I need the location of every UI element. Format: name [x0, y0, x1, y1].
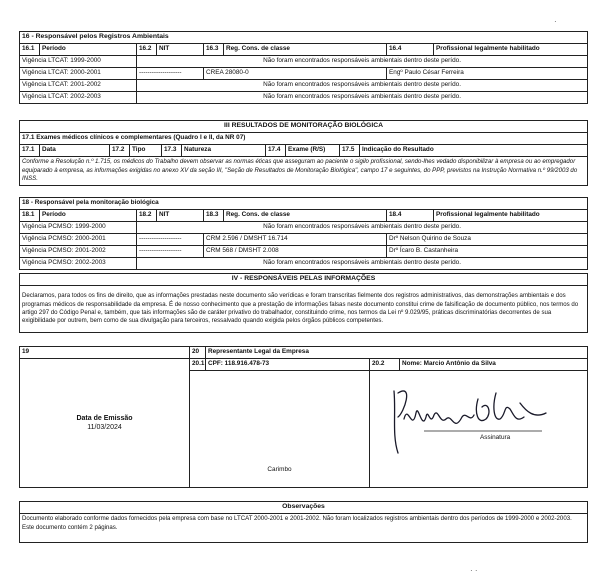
- confidentiality-note: Conforme a Resolução n.º 1.715, os médicos do Trabalho devem observar as normas éticas que asseguram ao paciente o sigilo profissional, sendo-lhes vedado disponibilizar à empresa ou ao empregador equiparado à empresa, as informações exigidas no anexo XV da seção III, "Seção de Resultados de Monitoração Biológica", campo 17 e seguintes, do PPP, previstos na Instrução Normativa n.º 99/2003 do INSS.: [20, 157, 588, 186]
- env-records-table: [19, 31, 588, 104]
- name-field: [400, 359, 588, 371]
- period-cell: Vigência PCMSO: 2001-2002: [20, 246, 137, 258]
- reg-cell: CRM 2.596 / DMSHT 16.714: [204, 234, 387, 246]
- no-record-cell: Não foram encontrados responsáveis ambientais dentro deste perído.: [137, 222, 588, 234]
- col-num: 17.4: [266, 145, 286, 157]
- no-record-cell: Não foram encontrados responsáveis ambientais dentro deste perído.: [137, 92, 588, 104]
- period-cell: Vigência LTCAT: 2000-2001: [20, 68, 137, 80]
- col-num: 17.5: [340, 145, 360, 157]
- observations-table: [19, 501, 588, 543]
- col-header: Exame (R/S): [286, 145, 340, 157]
- emission-label: Data de Emissão: [76, 415, 133, 422]
- table-row: [20, 80, 588, 92]
- table-row: [20, 234, 588, 246]
- declaration-text: Declaramos, para todos os fins de direito, que as informações prestadas neste documento são verídicas e foram transcritas fielmente dos registros administrativos, das demonstrações ambientais e dos programas médicos de responsabilidade da empresa. É de nosso conhecimento que a prestação de informações falsas neste documento constitui crime de falsificação de documento público, nos termos do artigo 297 do Código Penal e, também, que tais informações são de caráter privativo do trabalhador, constituindo crime, nos termos da Lei nº 9.029/95, práticas discriminatórias decorrentes de sua exigibilidade por outrem, bem como de sua divulgação para terceiros, ressalvado quando exigida pelos órgãos públicos competentes.: [20, 286, 588, 333]
- signature-area: [370, 371, 588, 488]
- no-record-cell: Não foram encontrados responsáveis ambientais dentro deste perído.: [137, 80, 588, 92]
- env-records-title: 16 - Responsável pelos Registros Ambientais: [20, 32, 588, 44]
- col-num: 16.1: [20, 44, 40, 56]
- emission-date: 11/03/2024: [87, 424, 122, 431]
- observations-body: [20, 514, 588, 543]
- no-record-cell: Não foram encontrados responsáveis ambientais dentro deste perído.: [137, 56, 588, 68]
- nit-cell: --------------------: [137, 68, 204, 80]
- field-19-label: 19: [20, 347, 190, 359]
- col-header: Reg. Cons. de classe: [224, 210, 387, 222]
- stamp-area: [190, 371, 370, 488]
- col-num: 18.2: [137, 210, 157, 222]
- name-value: Nome: Marcio Antônio da Silva: [402, 360, 496, 368]
- col-header: Profissional legalmente habilitado: [434, 210, 588, 222]
- prof-cell: Drº Ícaro B. Castanheira: [387, 246, 588, 258]
- exam-row-title: 17.1 Exames médicos clínicos e complementares (Quadro I e II, da NR 07): [20, 133, 588, 145]
- scan-speck: · ·: [470, 566, 478, 575]
- col-header: Profissional legalmente habilitado: [434, 44, 588, 56]
- field-20-label: 20: [190, 347, 206, 359]
- scan-speck: ·: [554, 17, 557, 26]
- period-cell: Vigência LTCAT: 2001-2002: [20, 80, 137, 92]
- col-num: 18.3: [204, 210, 224, 222]
- signature-label: Assinatura: [480, 434, 511, 441]
- table-row: [20, 246, 588, 258]
- col-header: Indicação do Resultado: [360, 145, 588, 157]
- period-cell: Vigência PCMSO: 2000-2001: [20, 234, 137, 246]
- prof-cell: Drº Nelson Quirino de Souza: [387, 234, 588, 246]
- table-row: [20, 68, 588, 80]
- table-row: [20, 222, 588, 234]
- stamp-label: Carimbo: [267, 465, 292, 473]
- col-num: 16.3: [204, 44, 224, 56]
- col-num: 18.1: [20, 210, 40, 222]
- section3-title: III RESULTADOS DE MONITORAÇÃO BIOLÓGICA: [20, 121, 588, 133]
- col-num: 18.4: [387, 210, 434, 222]
- col-num: 17.3: [162, 145, 182, 157]
- bio-responsible-title: 18 - Responsável pela monitoração biológica: [20, 198, 588, 210]
- col-header: NIT: [157, 44, 204, 56]
- section4-title: IV - RESPONSÁVEIS PELAS INFORMAÇÕES: [20, 274, 588, 286]
- observations-line-1: Documento elaborado conforme dados fornecidos pela empresa com base no LTCAT 2000-2001 e 2001-2002. Não foram localizados registros ambientais dentro dos períodos de 1999-2000 e 2002-2003.: [22, 515, 572, 522]
- table-row: [20, 56, 588, 68]
- period-cell: Vigência PCMSO: 2002-2003: [20, 258, 137, 270]
- cpf-field: CPF: 118.916.478-73: [206, 359, 370, 371]
- col-num: 17.2: [110, 145, 130, 157]
- period-cell: Vigência LTCAT: 2002-2003: [20, 92, 137, 104]
- nit-cell: --------------------: [137, 234, 204, 246]
- observations-line-2: Este documento contém 2 páginas.: [22, 524, 118, 532]
- col-header: Período: [40, 44, 137, 56]
- col-header: NIT: [157, 210, 204, 222]
- period-cell: Vigência LTCAT: 1999-2000: [20, 56, 137, 68]
- col-header: Período: [40, 210, 137, 222]
- bio-responsible-table: [19, 197, 588, 270]
- nit-cell: --------------------: [137, 246, 204, 258]
- col-header: Data: [40, 145, 110, 157]
- field-201-label: 20.1: [190, 359, 206, 371]
- col-header: Reg. Cons. de classe: [224, 44, 387, 56]
- period-cell: Vigência PCMSO: 1999-2000: [20, 222, 137, 234]
- table-row: [20, 258, 588, 270]
- reg-cell: CREA 28080-0: [204, 68, 387, 80]
- no-record-cell: Não foram encontrados responsáveis ambientais dentro deste perído.: [137, 258, 588, 270]
- col-header: Tipo: [130, 145, 162, 157]
- observations-title: Observações: [20, 502, 588, 514]
- col-header: Natureza: [182, 145, 266, 157]
- prof-cell: Engº Paulo César Ferreira: [387, 68, 588, 80]
- field-202-label: 20.2: [370, 359, 400, 371]
- handwritten-signature: [374, 373, 550, 463]
- col-num: 17.1: [20, 145, 40, 157]
- emission-cell: [20, 359, 190, 488]
- reg-cell: CRM 568 / DMSHT 2.008: [204, 246, 387, 258]
- legal-rep-title: Representante Legal da Empresa: [206, 347, 588, 359]
- col-num: 16.4: [387, 44, 434, 56]
- table-row: [20, 92, 588, 104]
- declaration-table: [19, 273, 588, 333]
- col-num: 16.2: [137, 44, 157, 56]
- bio-monitoring-table: [19, 120, 588, 186]
- signature-table: [19, 346, 588, 488]
